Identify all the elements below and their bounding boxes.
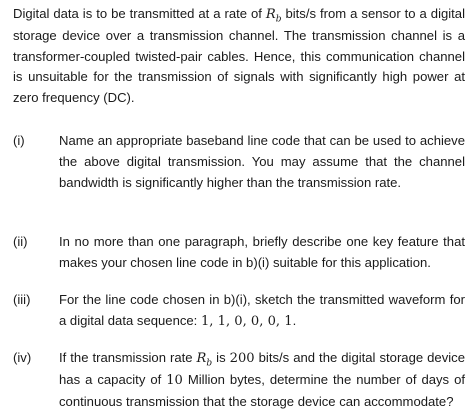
item-number: (iii) [13,292,31,307]
item-text: In no more than one paragraph, briefly describe one key feature that makes your chosen line code in b)(i) suitable for this application. [59,234,465,270]
rate-subscript: b [206,358,213,369]
intro-text-2: bits/s from a sensor to a digital storage device over a transmission channel. The transmission channel is a transformer-coupled twisted-pair cables. Hence, this communication channel is unsuitable for the transmission of signals with significantly high power at zero frequency (DC). [13,6,465,106]
data-sequence: 1, 1, 0, 0, 0, 1 [200,313,293,329]
item-text [59,348,465,412]
item-text-1: If the transmission rate [59,350,197,365]
rate-variable: R [265,7,276,22]
intro-text-1: Digital data is to be transmitted at a rate of [13,6,266,21]
item-text-3: bits/s and the digital storage device has a capacity of [59,350,465,387]
rate-subscript: b [275,14,282,25]
item-number: (i) [13,133,25,148]
item-text-4: Million bytes, determine the number of days of continuous transmission that the storage device can accommodate? [59,371,465,409]
item-number: (ii) [13,234,28,249]
item-number: (iv) [13,350,32,365]
item-text: Name an appropriate baseband line code that can be used to achieve the above digital transmission. You may assume that the channel bandwidth is significantly higher than the transmission rate. [59,133,465,190]
item-text-1: For the line code chosen in b)(i), sketch the transmitted waveform for a digital data sequence: [59,292,465,328]
rate-value: 200 [229,351,255,366]
rate-variable: R [196,351,207,366]
capacity-value: 10 [166,372,183,388]
item-text-2: is [212,350,230,365]
item-text-2: . [292,312,297,328]
intro-paragraph [13,4,465,109]
item-text [59,290,465,333]
